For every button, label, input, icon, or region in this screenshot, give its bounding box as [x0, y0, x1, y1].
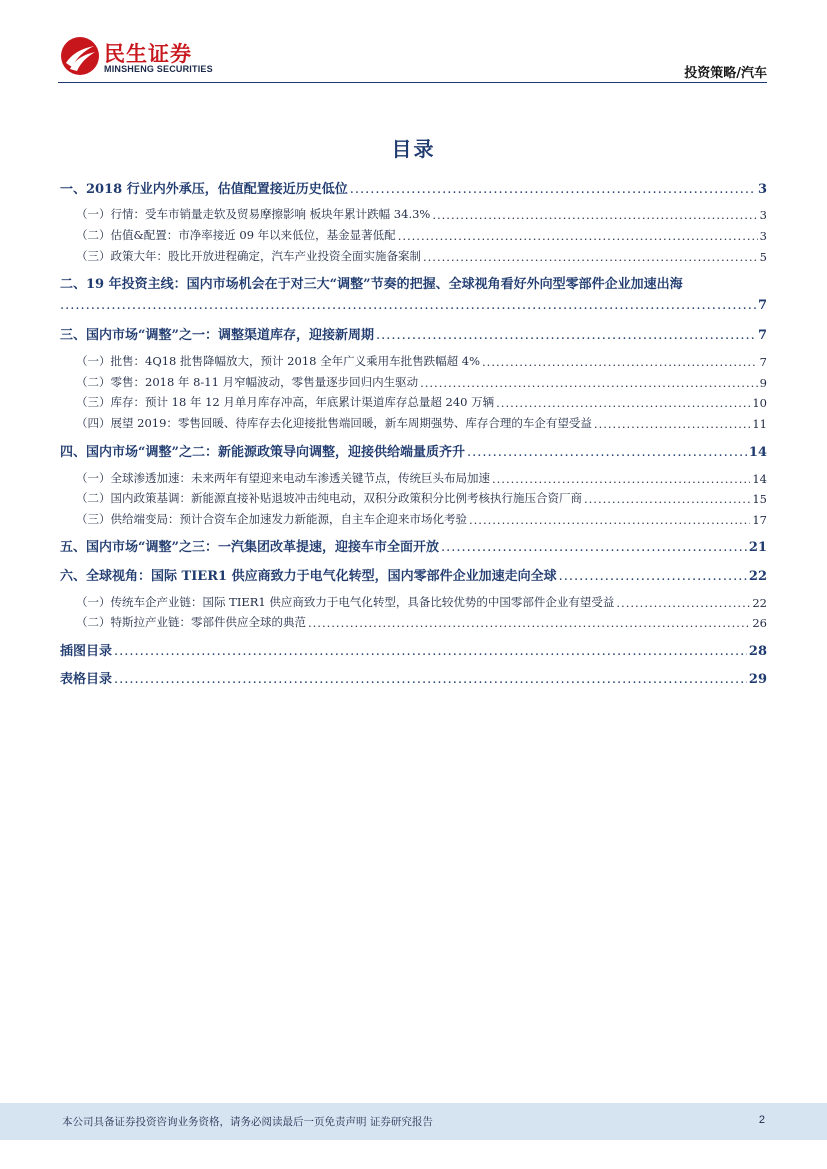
toc-entry-page: 9 [759, 376, 767, 390]
toc-leader-dots [114, 672, 747, 687]
toc-leader-dots [594, 417, 750, 431]
toc-leader-dots [60, 298, 756, 313]
toc-entry-page: 22 [752, 596, 767, 610]
toc-entry[interactable] [60, 565, 767, 584]
toc-entry-page: 28 [748, 644, 767, 659]
toc-leader-dots [423, 250, 758, 264]
toc-entry[interactable] [60, 227, 767, 243]
toc-entry-text: 五、国内市场“调整”之三：一汽集团改革提速，迎接车市全面开放 [60, 540, 439, 555]
toc-entry[interactable] [60, 640, 767, 659]
toc-entry-page: 14 [748, 445, 767, 460]
toc-entry-page: 3 [759, 229, 767, 243]
toc-entry[interactable] [60, 324, 767, 343]
page-header [0, 0, 827, 90]
toc-entry-page: 14 [752, 472, 767, 486]
toc-entry-text: 一、2018 行业内外承压，估值配置接近历史低位 [60, 182, 348, 197]
logo-chinese-name: 民生证券 [104, 42, 192, 66]
footer-disclaimer: 本公司具备证券投资咨询业务资格，请务必阅读最后一页免责声明 证券研究报告 [62, 1116, 433, 1128]
toc-entry-page: 15 [752, 492, 767, 506]
toc-entry-page: 3 [759, 208, 767, 222]
page-number: 2 [758, 1114, 765, 1126]
toc-leader-dots [420, 376, 758, 390]
minsheng-logo-icon [60, 36, 100, 76]
toc-leader-dots [469, 513, 750, 527]
toc-entry-page: 17 [752, 513, 767, 527]
toc-entry-text: （一）传统车企产业链：国际 TIER1 供应商致力于电气化转型，具备比较优势的中国零部件企业有望受益 [76, 595, 615, 609]
toc-entry-page: 3 [757, 182, 767, 197]
toc-entry-page: 7 [759, 355, 767, 369]
toc-leader-dots [492, 472, 750, 486]
toc-entry-text: 四、国内市场“调整”之二：新能源政策导向调整，迎接供给端量质齐升 [60, 445, 465, 460]
toc-entry-text: （三）供给端变局：预计合资车企加速发力新能源，自主车企迎来市场化考验 [76, 512, 467, 526]
toc-entry[interactable] [60, 353, 767, 369]
toc-entry-text: （二）零售：2018 年 8-11 月窄幅波动，零售量逐步回归内生驱动 [76, 375, 419, 389]
toc-entry-page: 29 [748, 672, 767, 687]
toc-leader-dots [616, 596, 750, 610]
toc-entry[interactable] [60, 273, 767, 313]
toc-entry-text: （一）批售：4Q18 批售降幅放大，预计 2018 全年广义乘用车批售跌幅超 4% [76, 354, 481, 368]
toc-leader-dots [584, 492, 750, 506]
toc-entry-page: 5 [759, 250, 767, 264]
toc-entry[interactable] [60, 415, 767, 431]
toc-entry[interactable] [60, 178, 767, 197]
toc-entry-text: （二）特斯拉产业链：零部件供应全球的典范 [76, 615, 306, 629]
toc-entry[interactable] [60, 536, 767, 555]
toc-entry-page: 10 [752, 396, 767, 410]
toc-leader-dots [441, 540, 747, 555]
toc-entry[interactable] [60, 441, 767, 460]
header-divider [58, 82, 767, 83]
toc-leader-dots [482, 355, 758, 369]
toc-entry-text: （二）估值&配置：市净率接近 09 年以来低位，基金显著低配 [76, 228, 396, 242]
toc-entry-text: （一）行情：受车市销量走软及贸易摩擦影响 板块年累计跌幅 34.3% [76, 207, 431, 221]
toc-entry-text: 六、全球视角：国际 TIER1 供应商致力于电气化转型，国内零部件企业加速走向全球 [60, 569, 557, 584]
logo-english-name: MINSHENG SECURITIES [104, 64, 213, 74]
toc-entry-text: （一）全球渗透加速：未来两年有望迎来电动车渗透关键节点，传统巨头布局加速 [76, 471, 490, 485]
toc-leader-dots [559, 569, 747, 584]
toc-entry-text: （四）展望 2019：零售回暖、待库存去化迎接批售端回暖，新车周期强势、库存合理的车企有望受益 [76, 416, 592, 430]
toc-entry[interactable] [60, 206, 767, 222]
toc-entry-text: （三）政策大年：股比开放进程确定，汽车产业投资全面实施备案制 [76, 249, 421, 263]
toc-entry[interactable] [60, 594, 767, 610]
toc-entry[interactable] [60, 490, 767, 506]
toc-entry[interactable] [60, 511, 767, 527]
toc-entry-text: 表格目录 [60, 672, 113, 687]
toc-entry-page: 22 [748, 569, 767, 584]
toc-entry-text: 插图目录 [60, 644, 113, 659]
toc-leader-dots [308, 616, 750, 630]
toc-entry-page: 7 [757, 298, 767, 313]
toc-entry[interactable] [60, 470, 767, 486]
toc-entry[interactable] [60, 614, 767, 630]
toc-entry-continuation [60, 298, 767, 313]
toc-entry-text: （三）库存：预计 18 年 12 月单月库存冲高，年底累计渠道库存总量超 240 万辆 [76, 395, 495, 409]
toc-leader-dots [398, 229, 758, 243]
toc-leader-dots [467, 445, 747, 460]
toc-leader-dots [376, 328, 756, 343]
toc-entry[interactable] [60, 374, 767, 390]
toc-leader-dots [496, 396, 750, 410]
toc-leader-dots [350, 182, 756, 197]
toc-entry-page: 26 [752, 616, 767, 630]
toc-entry[interactable] [60, 248, 767, 264]
report-category: 投资策略/汽车 [684, 66, 767, 81]
toc-title: 目录 [391, 137, 436, 161]
toc-entry-page: 7 [757, 328, 767, 343]
toc-leader-dots [114, 644, 747, 659]
toc-entry[interactable] [60, 668, 767, 687]
toc-entry-page: 21 [748, 540, 767, 555]
toc-entry-page: 11 [752, 417, 767, 431]
toc-entry-text: 二、19 年投资主线：国内市场机会在于对三大“调整”节奏的把握、全球视角看好外向型零部件企业加速出海 [60, 277, 683, 292]
toc-entry[interactable] [60, 394, 767, 410]
company-logo [60, 36, 213, 80]
page-footer [0, 1103, 827, 1140]
toc-leader-dots [432, 208, 757, 222]
toc-entry-text: （二）国内政策基调：新能源直接补贴退坡冲击纯电动，双积分政策积分比例考核执行施压合资厂商 [76, 491, 582, 505]
toc-entry-text: 三、国内市场“调整”之一：调整渠道库存，迎接新周期 [60, 328, 374, 343]
